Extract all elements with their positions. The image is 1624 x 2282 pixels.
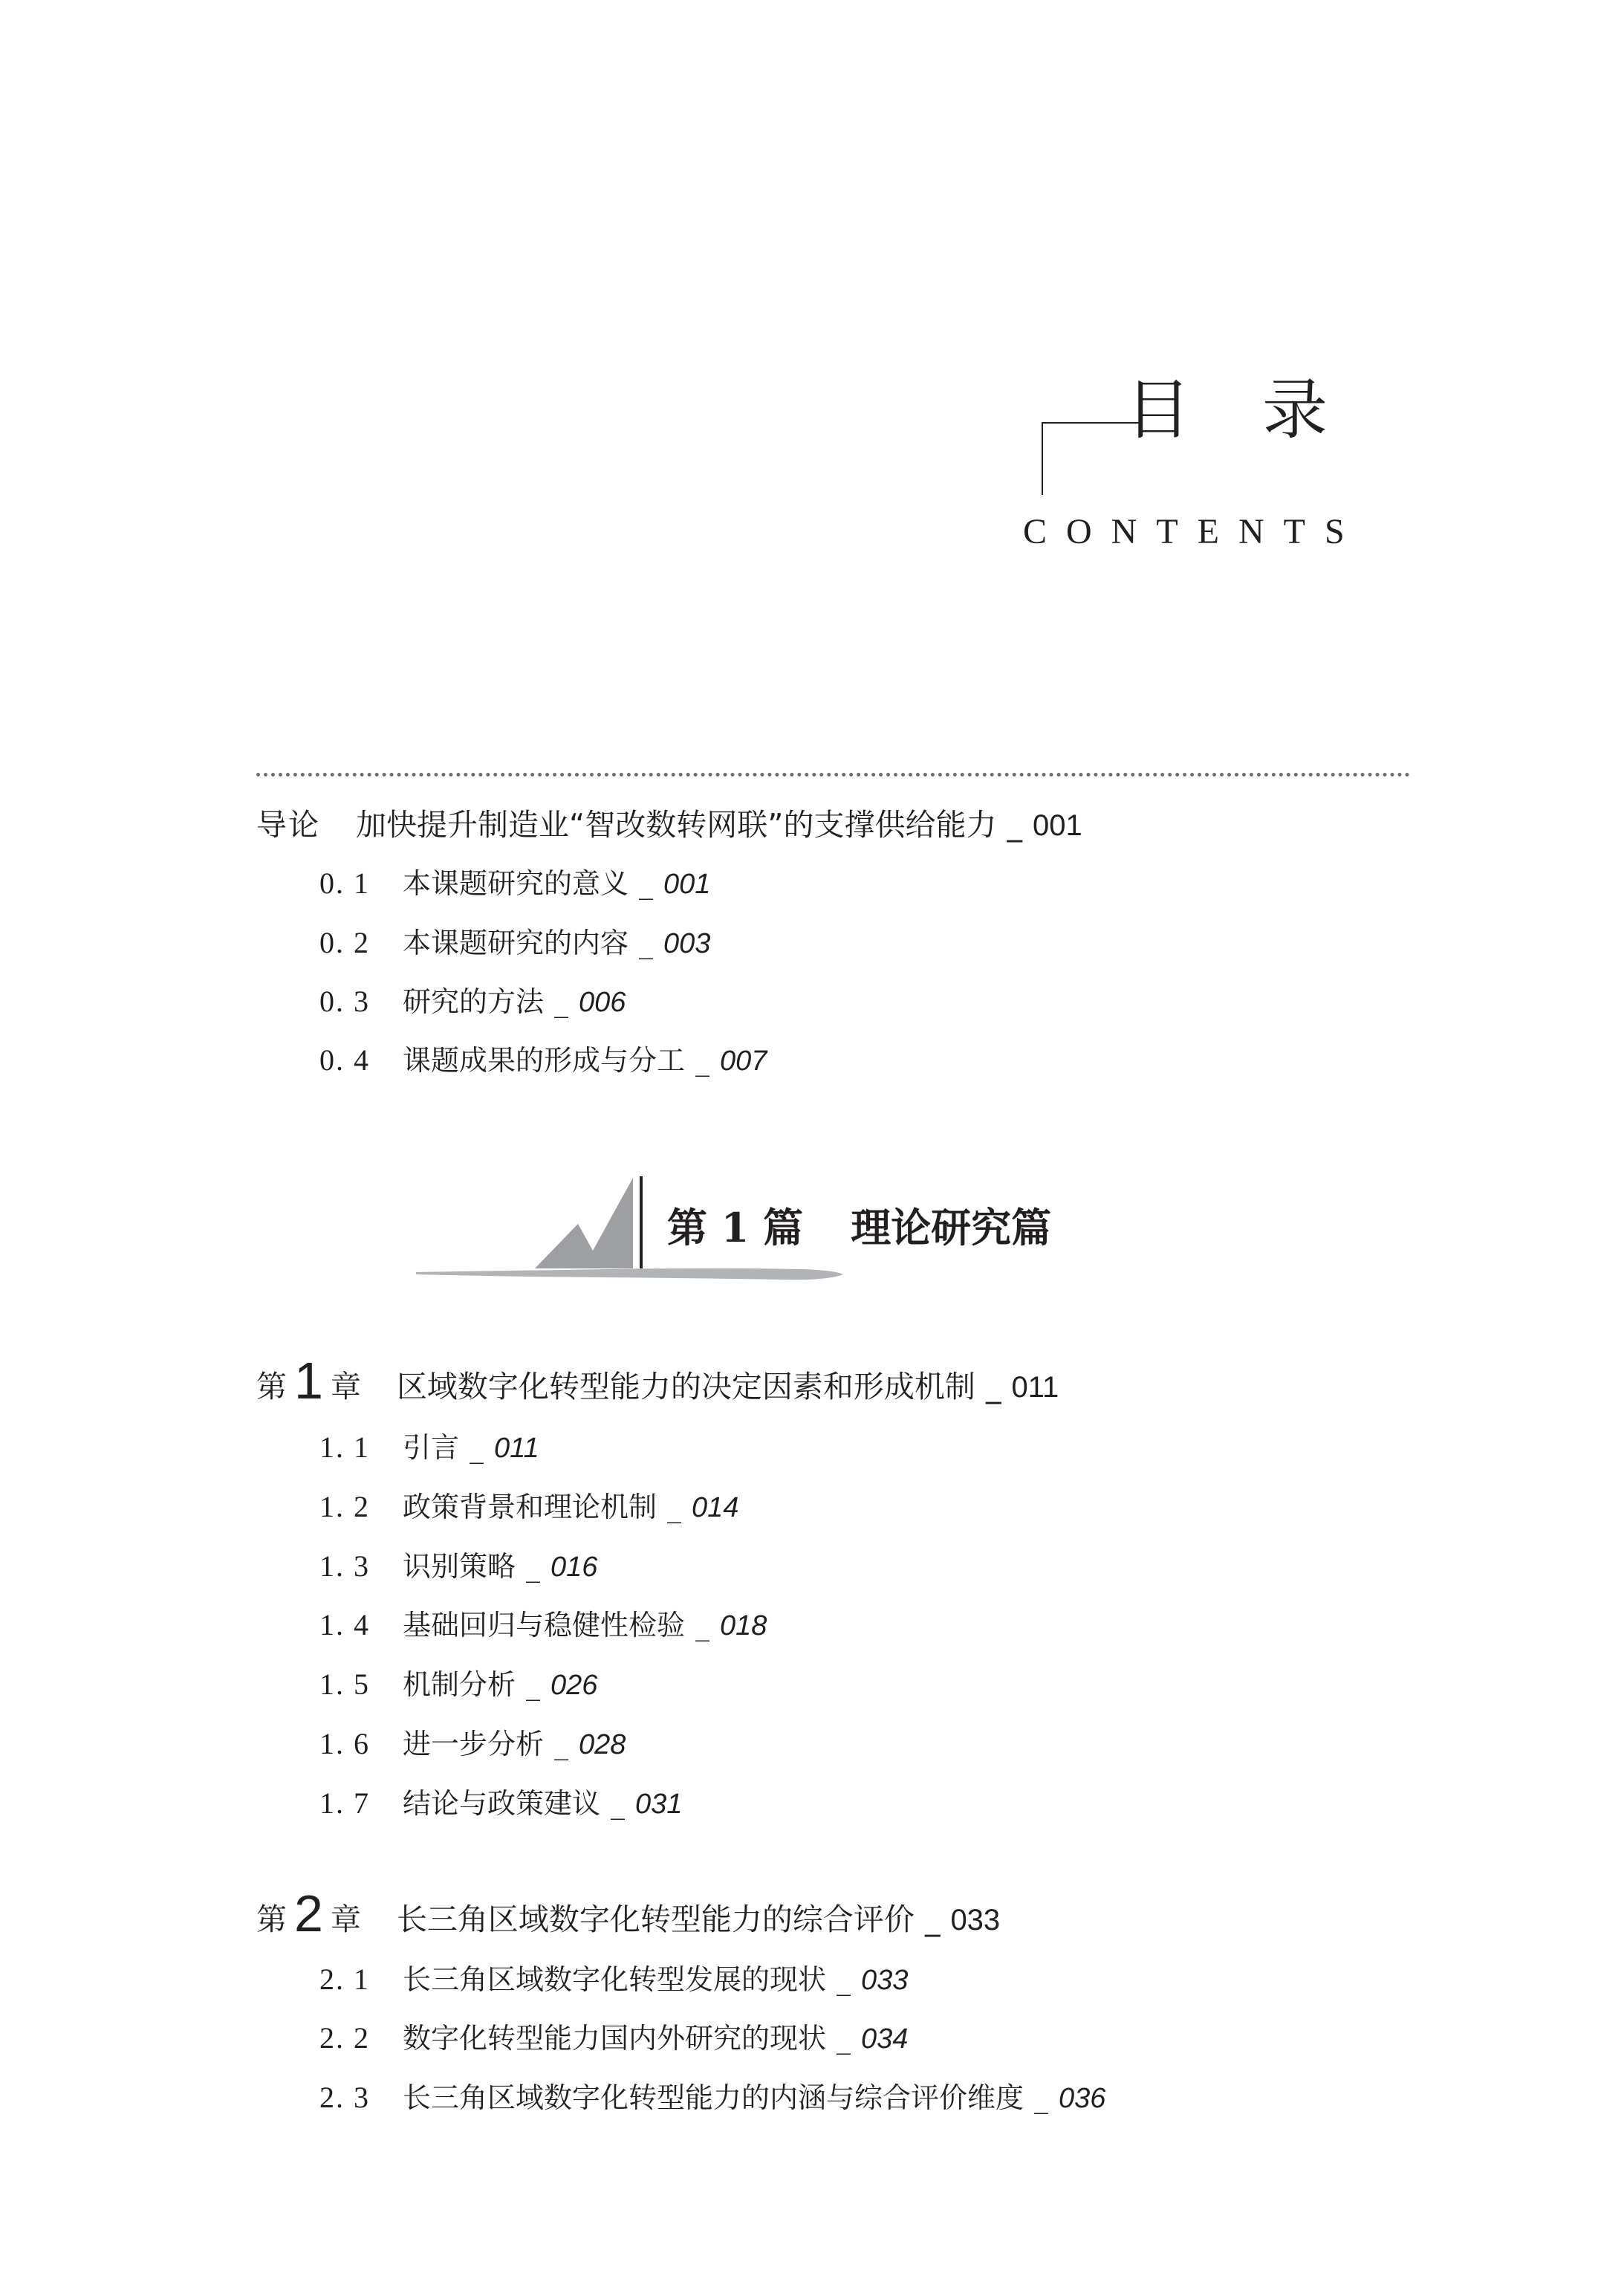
section-page: 028 xyxy=(579,1729,626,1760)
section-title: 进一步分析 xyxy=(403,1728,545,1760)
section-title: 本课题研究的意义 xyxy=(403,867,629,900)
intro-label: 导论 xyxy=(256,807,320,843)
page-separator: _ xyxy=(667,1491,682,1523)
section-title: 引言 xyxy=(403,1431,460,1464)
chapter-prefix: 第 xyxy=(256,1902,287,1937)
page-separator: _ xyxy=(526,1550,541,1583)
chapter-page: 033 xyxy=(950,1904,1001,1936)
page-separator: _ xyxy=(554,985,569,1018)
toc-entry-2-1[interactable] xyxy=(319,1960,908,2000)
dotted-divider xyxy=(256,773,1410,777)
section-title: 数字化转型能力国内外研究的现状 xyxy=(403,2022,827,2055)
toc-entry-0-1[interactable] xyxy=(319,864,710,904)
part-label: 第 1 篇 xyxy=(667,1204,804,1251)
page-separator: _ xyxy=(639,927,654,959)
page-separator: _ xyxy=(1034,2081,1049,2114)
chapter-title: 区域数字化转型能力的决定因素和形成机制 xyxy=(396,1369,975,1404)
part-heading xyxy=(667,1204,1051,1251)
intro-page: 001 xyxy=(1032,809,1082,842)
page-separator: _ xyxy=(924,1902,941,1937)
section-page: 014 xyxy=(692,1492,739,1523)
toc-entry-1-5[interactable] xyxy=(319,1665,597,1705)
section-page: 031 xyxy=(635,1789,683,1820)
toc-entry-1-1[interactable] xyxy=(319,1428,539,1468)
section-number: 1. 3 xyxy=(319,1549,370,1583)
section-page: 016 xyxy=(550,1552,598,1583)
section-page: 036 xyxy=(1059,2083,1106,2114)
chapter-number: 2 xyxy=(294,1884,323,1942)
title-bracket-vertical xyxy=(1042,422,1043,495)
section-number: 1. 5 xyxy=(319,1667,370,1701)
section-title: 研究的方法 xyxy=(403,985,545,1018)
section-number: 0. 1 xyxy=(319,866,370,900)
toc-entry-0-2[interactable] xyxy=(319,924,710,963)
page-title: 目录 xyxy=(1126,372,1400,448)
page-separator: _ xyxy=(470,1431,484,1464)
section-title: 本课题研究的内容 xyxy=(403,927,629,959)
toc-entry-2-3[interactable] xyxy=(319,2078,1105,2118)
section-page: 034 xyxy=(861,2023,909,2055)
section-title: 长三角区域数字化转型发展的现状 xyxy=(403,1963,827,1996)
toc-entry-0-4[interactable] xyxy=(319,1041,767,1080)
section-number: 2. 3 xyxy=(319,2081,370,2114)
chapter-title: 长三角区域数字化转型能力的综合评价 xyxy=(396,1902,915,1937)
section-page: 011 xyxy=(494,1433,539,1464)
page-separator: _ xyxy=(695,1609,710,1641)
page-separator: _ xyxy=(1007,807,1022,843)
section-page: 003 xyxy=(663,928,711,959)
page-separator: _ xyxy=(695,1044,710,1077)
page-separator: _ xyxy=(526,1668,541,1701)
page-title-english: CONTENTS xyxy=(1023,512,1364,551)
intro-title: 加快提升制造业“智改数转网联”的支撑供给能力 xyxy=(356,807,997,843)
page-separator: _ xyxy=(837,2022,851,2055)
section-title: 机制分析 xyxy=(403,1668,516,1701)
toc-entry-chapter-2[interactable] xyxy=(256,1884,1001,1942)
section-title: 基础回归与稳健性检验 xyxy=(403,1609,686,1641)
section-title: 识别策略 xyxy=(403,1550,516,1583)
chapter-suffix: 章 xyxy=(330,1902,361,1937)
toc-entry-2-2[interactable] xyxy=(319,2019,908,2058)
section-page: 033 xyxy=(861,1965,909,1996)
toc-entry-1-6[interactable] xyxy=(319,1725,626,1764)
page-separator: _ xyxy=(611,1787,626,1820)
toc-entry-1-4[interactable] xyxy=(319,1606,767,1645)
section-title: 课题成果的形成与分工 xyxy=(403,1044,686,1077)
page-separator: _ xyxy=(639,867,654,900)
section-number: 1. 4 xyxy=(319,1608,370,1641)
page-separator: _ xyxy=(985,1369,1001,1404)
section-number: 2. 2 xyxy=(319,2021,370,2055)
section-page: 007 xyxy=(720,1046,767,1077)
section-number: 1. 7 xyxy=(319,1786,370,1820)
chapter-prefix: 第 xyxy=(256,1369,287,1404)
section-page: 006 xyxy=(579,987,626,1018)
section-page: 026 xyxy=(550,1670,598,1701)
section-title: 长三角区域数字化转型能力的内涵与综合评价维度 xyxy=(403,2081,1024,2114)
section-title: 政策背景和理论机制 xyxy=(403,1491,657,1523)
section-number: 1. 2 xyxy=(319,1490,370,1523)
part-title: 理论研究篇 xyxy=(851,1204,1052,1251)
page-separator: _ xyxy=(554,1728,569,1760)
chapter-number: 1 xyxy=(294,1352,323,1410)
section-title: 结论与政策建议 xyxy=(403,1787,601,1820)
section-number: 0. 3 xyxy=(319,985,370,1018)
section-number: 2. 1 xyxy=(319,1962,370,1996)
toc-entry-1-7[interactable] xyxy=(319,1784,682,1824)
section-page: 018 xyxy=(720,1610,767,1641)
section-page: 001 xyxy=(663,869,711,900)
toc-entry-chapter-1[interactable] xyxy=(256,1352,1059,1410)
toc-entry-1-3[interactable] xyxy=(319,1547,597,1586)
toc-entry-0-3[interactable] xyxy=(319,982,626,1022)
section-number: 1. 1 xyxy=(319,1430,370,1464)
section-number: 0. 4 xyxy=(319,1043,370,1077)
chapter-page: 011 xyxy=(1011,1371,1059,1404)
section-number: 0. 2 xyxy=(319,926,370,959)
part-divider-bar xyxy=(640,1176,643,1268)
toc-entry-1-2[interactable] xyxy=(319,1488,738,1527)
toc-entry-intro[interactable] xyxy=(256,804,1082,846)
page-separator: _ xyxy=(837,1963,851,1996)
section-number: 1. 6 xyxy=(319,1727,370,1760)
chapter-suffix: 章 xyxy=(330,1369,361,1404)
